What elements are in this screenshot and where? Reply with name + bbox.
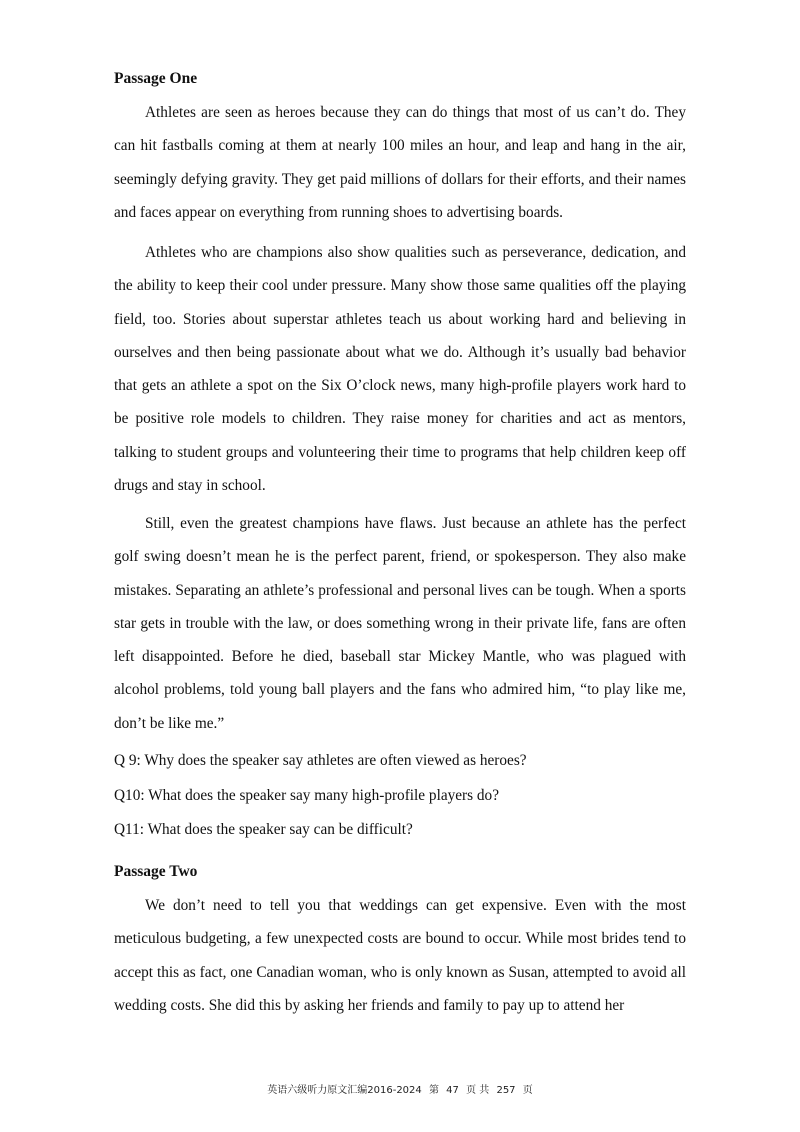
passage-two-paragraph-1: We don’t need to tell you that weddings can get expensive. Even with the most meticulous budgeting, a few unexpected costs are bound to occur. While most brides tend to accept this as fact, one Canadian woman, who is only known as Susan, attempted to avoid all wedding costs. She did this by asking her friends and family to pay up to attend her	[114, 897, 686, 1014]
passage-one-heading: Passage One	[114, 70, 198, 87]
page-footer	[0, 1084, 800, 1098]
footer-total-pages: 257	[496, 1085, 516, 1096]
footer-page-suffix: 页	[522, 1085, 533, 1096]
passage-two-heading: Passage Two	[114, 863, 198, 880]
question-9: Q 9: Why does the speaker say athletes are often viewed as heroes?	[114, 752, 527, 769]
passage-one-paragraph-2: Athletes who are champions also show qualities such as perseverance, dedication, and the ability to keep their cool under pressure. Many show those same qualities off the playing field, too. Stories about superstar athletes teach us about working hard and believing in ourselves and then being passionate about what we do. Although it’s usually bad behavior that gets an athlete a spot on the Six O’clock news, many high-profile players work hard to be positive role models to children. They raise money for charities and act as mentors, talking to student groups and volunteering their time to programs that help children keep off drugs and stay in school.	[114, 244, 686, 495]
passage-one-paragraph-3: Still, even the greatest champions have flaws. Just because an athlete has the perfect golf swing doesn’t mean he is the perfect parent, friend, or spokesperson. They also make mistakes. Separating an athlete’s professional and personal lives can be tough. When a sports star gets in trouble with the law, or does something wrong in their private life, fans are often left disappointed. Before he died, baseball star Mickey Mantle, who was plagued with alcohol problems, told young ball players and the fans who admired him, “to play like me, don’t be like me.”	[114, 515, 686, 732]
footer-page-mid: 页 共	[466, 1085, 490, 1096]
footer-current-page: 47	[446, 1085, 459, 1096]
footer-page-prefix: 第	[428, 1085, 439, 1096]
footer-title: 英语六级听力原文汇编2016-2024	[267, 1085, 422, 1096]
question-10: Q10: What does the speaker say many high-profile players do?	[114, 787, 499, 804]
question-11: Q11: What does the speaker say can be difficult?	[114, 821, 413, 838]
passage-one-paragraph-1: Athletes are seen as heroes because they can do things that most of us can’t do. They can hit fastballs coming at them at nearly 100 miles an hour, and leap and hang in the air, seemingly defying gravity. They get paid millions of dollars for their efforts, and their names and faces appear on everything from running shoes to advertising boards.	[114, 104, 686, 221]
